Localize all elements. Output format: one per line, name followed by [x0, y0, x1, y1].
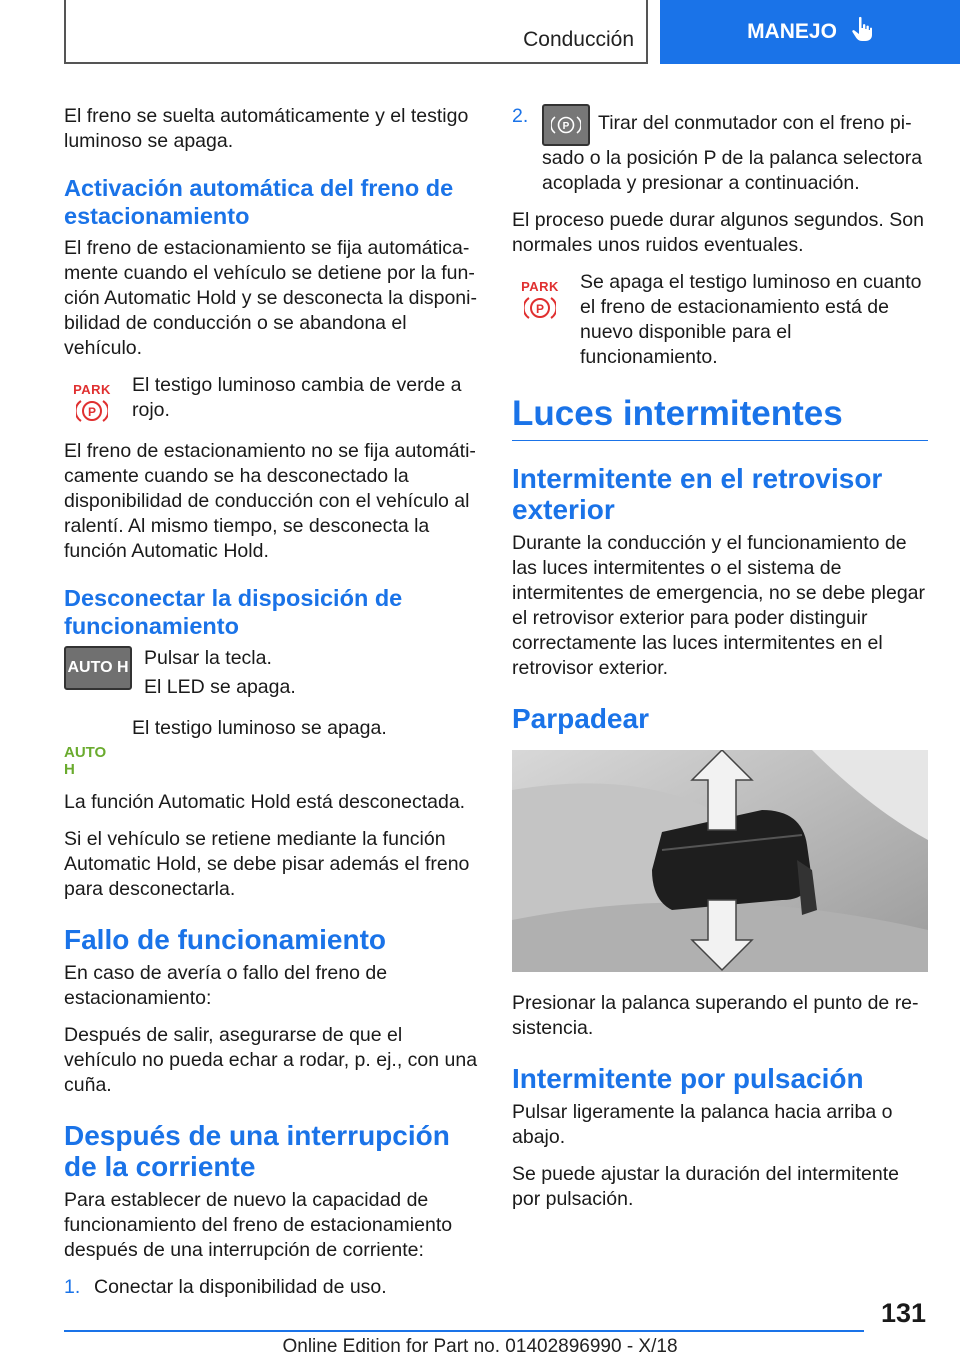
paragraph: La función Automatic Hold está desconectada. — [64, 791, 466, 813]
paragraph: El freno de estacionamiento se fija automáticamente cuando el vehículo se detiene por la función Automatic Hold y se desconecta la disponibilidad de conducción o se abandona el vehículo. — [64, 237, 477, 359]
park-lamp-icon: PARK P — [73, 382, 111, 419]
heading-disconnect: Desconectar la disposición de funcionamiento — [64, 585, 403, 639]
header-section-box — [64, 0, 648, 64]
paragraph: Presionar la palanca superando el punto de resistencia. — [512, 992, 919, 1039]
section-title: Conducción — [523, 28, 634, 51]
autoh-button-row — [64, 646, 480, 704]
paragraph: El proceso puede durar algunos segundos. Son normales unos ruidos eventuales. — [512, 209, 924, 256]
paragraph: En caso de avería o fallo del freno de estacionamiento: — [64, 962, 388, 1009]
heading-mirror-signal: Intermitente en el retrovisor exterior — [512, 463, 883, 525]
list-item — [64, 1275, 480, 1300]
heading-blink: Parpadear — [512, 703, 649, 734]
heading-power: Después de una interrupción de la corriente — [64, 1120, 450, 1182]
park-lamp-icon: PARK P — [521, 279, 559, 316]
turn-signal-lever-illustration — [512, 750, 928, 972]
paragraph: Para establecer de nuevo la capacidad de funcionamiento del freno de estacionamiento después de una interrupción de corriente: — [64, 1189, 453, 1261]
heading-tap-signal: Intermitente por pulsación — [512, 1063, 864, 1094]
list-text: Conectar la disponibilidad de uso. — [94, 1276, 387, 1298]
list-text: Tirar del conmutador con el freno pisado o la posición P de la palanca selectora acoplada y presionar a continuación. — [542, 112, 923, 194]
right-column — [512, 104, 928, 1224]
paragraph: El testigo luminoso se apaga. — [132, 717, 387, 739]
hand-pointer-icon — [851, 16, 873, 48]
list-number: 2. — [512, 105, 529, 127]
svg-text:P: P — [535, 302, 545, 316]
paragraph: Se apaga el testigo luminoso en cuanto el freno de estacionamiento está de nuevo disponible para el funcionamiento. — [580, 271, 922, 368]
paragraph: El LED se apaga. — [144, 676, 296, 698]
paragraph: El freno de estacionamiento no se fija automáticamente cuando se ha desconectado la disponibilidad de conducción con el vehículo al ralentí. Al mismo tiempo, se desconecta la función Automatic Hold. — [64, 440, 476, 562]
svg-text:P: P — [562, 121, 570, 132]
list-number: 1. — [64, 1276, 81, 1298]
footer-divider — [64, 1330, 864, 1332]
list-item — [512, 104, 928, 196]
autoh-lamp-icon: AUTO H — [64, 744, 107, 778]
paragraph: Pulsar la tecla. — [144, 647, 272, 669]
heading-turn-signals: Luces intermitentes — [512, 394, 928, 441]
autoh-lamp-row — [64, 716, 480, 778]
parking-brake-switch-icon — [542, 104, 590, 146]
paragraph: Durante la conducción y el funcionamiento de las luces intermitentes o el sistema de intermitentes de emergencia, no se debe plegar el retrovisor exterior para poder distinguir correctamente las luces intermitentes en el retrovisor exterior. — [512, 532, 926, 679]
page-number: 131 — [880, 1298, 926, 1328]
chapter-tab[interactable] — [660, 0, 960, 64]
heading-fault: Fallo de funcionamiento — [64, 924, 387, 955]
footer-edition: Online Edition for Part no. 01402896990 - X/18 — [282, 1336, 678, 1357]
paragraph: El freno se suelta automáticamente y el testigo luminoso se apaga. — [64, 105, 469, 152]
park-lamp-row — [64, 373, 480, 427]
autoh-button-icon: AUTO H — [64, 646, 132, 690]
paragraph: Después de salir, asegurarse de que el vehículo no pueda echar a rodar, p. ej., con una cuña. — [64, 1024, 478, 1096]
paragraph: Pulsar ligeramente la palanca hacia arriba o abajo. — [512, 1101, 893, 1148]
paragraph: Se puede ajustar la duración del intermitente por pulsación. — [512, 1163, 899, 1210]
paragraph: El testigo luminoso cambia de verde a rojo. — [132, 374, 462, 421]
svg-text:P: P — [87, 405, 97, 419]
chapter-title: MANEJO — [747, 20, 837, 43]
heading-activation: Activación automática del freno de estacionamiento — [64, 175, 454, 229]
left-column — [64, 104, 480, 1312]
paragraph: Si el vehículo se retiene mediante la función Automatic Hold, se debe pisar además el freno para desconectarla. — [64, 828, 470, 900]
park-lamp-row — [512, 270, 928, 374]
